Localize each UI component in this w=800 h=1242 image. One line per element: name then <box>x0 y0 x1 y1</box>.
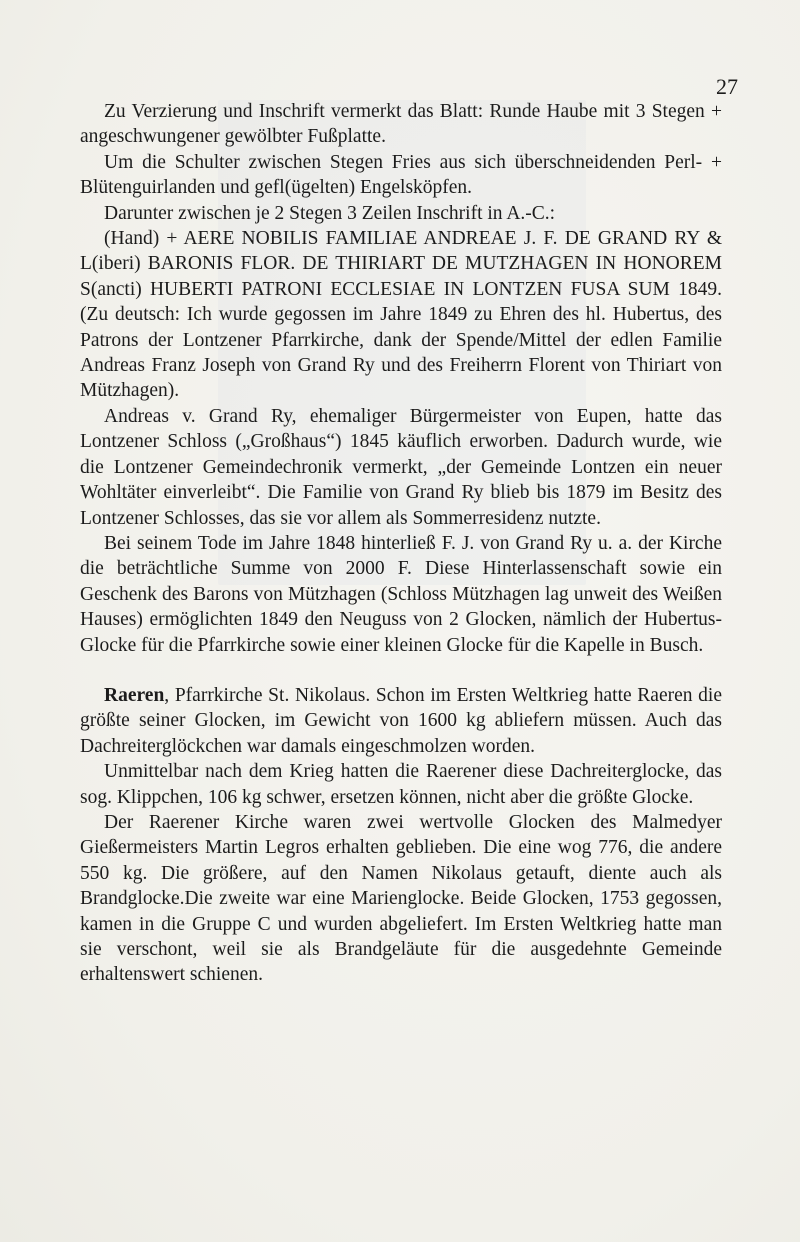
paragraph-legros-bells: Der Raerener Kirche waren zwei wertvolle Glocken des Malmedyer Gießermeisters Martin Legros erhalten geblieben. Die eine wog 776, die andere 550 kg. Die größere, auf den Namen Nikolaus getauft, diente auch als Brandglocke.Die zweite war eine Marienglocke. Beide Glocken, 1753 gegossen, kamen in die Gruppe C und wurden abgeliefert. Im Ersten Weltkrieg hatte man sie verschont, weil sie als Brandgeläute für die ausgedehnte Gemeinde erhaltenswert schienen. <box>80 811 722 986</box>
page-number: 27 <box>716 74 738 99</box>
paragraph-raeren <box>80 683 722 759</box>
paragraph-gap <box>80 658 722 683</box>
paragraph-bequest: Bei seinem Tode im Jahre 1848 hinterließ F. J. von Grand Ry u. a. der Kirche die beträchtliche Summe von 2000 F. Diese Hinterlassenschaft sowie ein Geschenk des Barons von Mützhagen (Schloss Mützhagen lag unweit des Weißen Hauses) ermöglichten 1849 den Neuguss von 2 Glocken, nämlich der Hubertus-Glocke für die Pfarrkirche sowie einer kleinen Glocke für die Kapelle in Busch. <box>80 532 722 656</box>
paragraph-raeren-text: , Pfarrkirche St. Nikolaus. Schon im Ersten Weltkrieg hatte Raeren die größte seiner Glocken, im Gewicht von 1600 kg abliefern müssen. Auch das Dachreiterglöckchen war damals eingeschmolzen worden. <box>80 684 722 757</box>
paragraph-shoulder-frieze: Um die Schulter zwischen Stegen Fries aus sich überschneidenden Perl- + Blütenguirlanden und gefl(ügelten) Engelsköpfen. <box>80 151 722 199</box>
section-heading-raeren: Raeren <box>104 684 165 706</box>
body-text <box>80 99 722 988</box>
paragraph-inscription-text: (Hand) + AERE NOBILIS FAMILIAE ANDREAE J. F. DE GRAND RY & L(iberi) BARONIS FLOR. DE THIRIART DE MUTZHAGEN IN HONOREM S(ancti) HUBERTI PATRONI ECCLESIAE IN LONTZEN FUSA SUM 1849. (Zu deutsch: Ich wurde gegossen im Jahre 1849 zu Ehren des hl. Hubertus, des Patrons der Lontzener Pfarrkirche, dank der Spende/Mittel der edlen Familie Andreas Franz Joseph von Grand Ry und des Freiherrn Florent von Thiriart von Mützhagen). <box>80 228 722 402</box>
paragraph-inscription-intro: Darunter zwischen je 2 Stegen 3 Zeilen Inschrift in A.-C.: <box>104 202 556 224</box>
paragraph-klippchen: Unmittelbar nach dem Krieg hatten die Raerener diese Dachreiterglocke, das sog. Klippchen, 106 kg schwer, ersetzen können, nicht aber die größte Glocke. <box>80 761 722 808</box>
paragraph-ornament-description: Zu Verzierung und Inschrift vermerkt das Blatt: Runde Haube mit 3 Stegen + angeschwungener gewölbter Fußplatte. <box>80 101 722 148</box>
paragraph-grand-ry: Andreas v. Grand Ry, ehemaliger Bürgermeister von Eupen, hatte das Lontzener Schloss („Großhaus“) 1845 käuflich erworben. Dadurch wurde, wie die Lontzener Gemeindechronik vermerkt, „der Gemeinde Lontzen ein neuer Wohltäter einverleibt“. Die Familie von Grand Ry blieb bis 1879 im Besitz des Lontzener Schlosses, das sie vor allem als Sommerresidenz nutzte. <box>80 405 722 529</box>
